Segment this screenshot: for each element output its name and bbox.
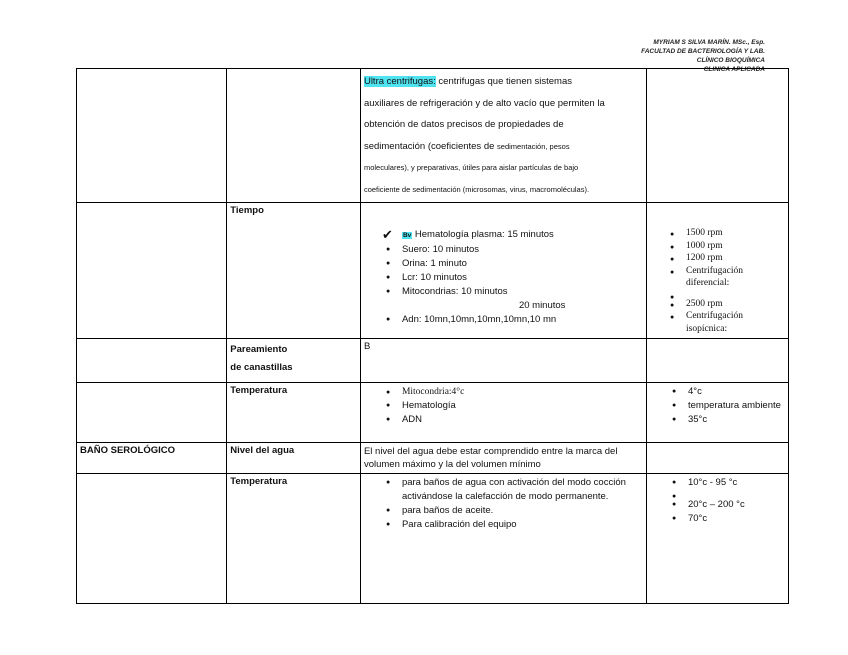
header-author: MYRIAM S SILVA MARÍN. MSc., Esp. <box>653 39 765 46</box>
temperatura-items <box>360 383 646 443</box>
list-item: ● 1200 rpm <box>670 252 785 265</box>
list-item: ● temperatura ambiente <box>672 399 785 413</box>
header-dept1: CLÍNICO BIOQUÍMICA <box>696 57 765 64</box>
list-item: ● Mitocondrias: 10 minutos <box>386 285 643 299</box>
temperatura-items <box>360 474 646 604</box>
ultra-text-3: obtención de datos precisos de propiedades de <box>363 119 564 130</box>
list-item: ● para baños de aceite. <box>386 504 643 518</box>
cell-empty <box>77 339 227 383</box>
ultra-text-4a: sedimentación (coeficientes de <box>363 140 498 152</box>
temperatura-values <box>646 383 788 443</box>
cell-empty <box>77 383 227 443</box>
list-item: ● Centrifugación diferencial: <box>670 265 785 290</box>
pareamiento-content: B <box>360 339 646 383</box>
list-item: ● para baños de agua con activación del modo cocción activándose la calefacción de modo permanente. <box>386 476 643 504</box>
list-item: ● Orina: 1 minuto <box>386 257 643 271</box>
cell-empty <box>77 203 227 339</box>
list-item: ● 35°c <box>672 413 785 427</box>
section-bano-serologico: BAÑO SEROLÓGICO <box>77 443 227 474</box>
tiempo-content <box>360 203 646 339</box>
tiempo-label: Tiempo <box>227 203 361 339</box>
document-header <box>505 38 765 73</box>
list-item: ● Mitocondria:4°c <box>386 385 643 399</box>
pareamiento-label-2: de canastillas <box>230 362 293 373</box>
list-item: ● ADN <box>386 413 643 427</box>
header-dept2: CLINICA APLICADA <box>703 66 765 73</box>
nivel-content: El nivel del agua debe estar comprendido entre la marca del volumen máximo y la del volumen mínimo <box>360 443 646 474</box>
list-item: ● Suero: 10 minutos <box>386 243 643 257</box>
cell-empty <box>227 69 361 203</box>
cell-empty <box>646 69 788 203</box>
temperatura-label: Temperatura <box>227 474 361 604</box>
ultra-text-6: coeficiente de sedimentación (microsomas, virus, macromoléculas). <box>363 184 590 194</box>
pareamiento-label <box>227 339 361 383</box>
list-item: ● Lcr: 10 minutos <box>386 271 643 285</box>
equipment-table <box>76 68 789 604</box>
list-item: ● 2500 rpm <box>670 298 785 311</box>
table-row-nivel <box>77 443 789 474</box>
ultra-text-4b: sedimentación, pesos <box>497 141 570 151</box>
list-item: ● Para calibración del equipo <box>386 518 643 532</box>
spacer <box>672 490 785 498</box>
ultra-text-2: auxiliares de refrigeración y de alto vacío que permiten la <box>363 97 605 109</box>
list-item: ● 1500 rpm <box>670 227 785 240</box>
pareamiento-label-1: Pareamiento <box>230 344 288 355</box>
spacer <box>670 290 785 298</box>
cell-empty <box>646 339 788 383</box>
list-item: ● 20°c – 200 °c <box>672 498 785 512</box>
table-row-temperatura-2 <box>77 474 789 604</box>
cell-empty <box>646 443 788 474</box>
ultra-text-1: centrifugas que tienen sistemas <box>435 76 573 87</box>
tiempo-values <box>646 203 788 339</box>
table-row-temperatura-1 <box>77 383 789 443</box>
temperatura-label: Temperatura <box>227 383 361 443</box>
tiempo-extra: 20 minutos <box>518 300 566 311</box>
list-item: ● Hematología <box>386 399 643 413</box>
ultra-text-5: moleculares), y preparativas, útiles para aislar partículas de bajo <box>363 163 579 172</box>
cell-empty <box>77 69 227 203</box>
table-row-tiempo <box>77 203 789 339</box>
nivel-label: Nivel del agua <box>227 443 361 474</box>
ultra-highlight: Ultra centrifugas: <box>363 76 436 87</box>
list-item: ✔ Bv Hematología plasma: 15 minutos <box>386 228 643 243</box>
temperatura-values <box>646 474 788 604</box>
header-faculty: FACULTAD DE BACTERIOLOGÍA Y LAB. <box>641 48 765 55</box>
bv-tag: Bv <box>402 232 412 239</box>
list-item: ● 1000 rpm <box>670 240 785 253</box>
list-item: ● 4°c <box>672 385 785 399</box>
cell-empty <box>77 474 227 604</box>
list-item: ● Centrifugación isopícnica: <box>670 310 785 335</box>
list-item: ● Adn: 10mn,10mn,10mn,10mn,10 mn <box>386 313 643 327</box>
list-item: ● 10°c - 95 °c <box>672 476 785 490</box>
ultra-centrifuge-cell <box>360 69 646 203</box>
table-row-ultra <box>77 69 789 203</box>
table-row-pareamiento <box>77 339 789 383</box>
list-item: ● 70°c <box>672 512 785 526</box>
